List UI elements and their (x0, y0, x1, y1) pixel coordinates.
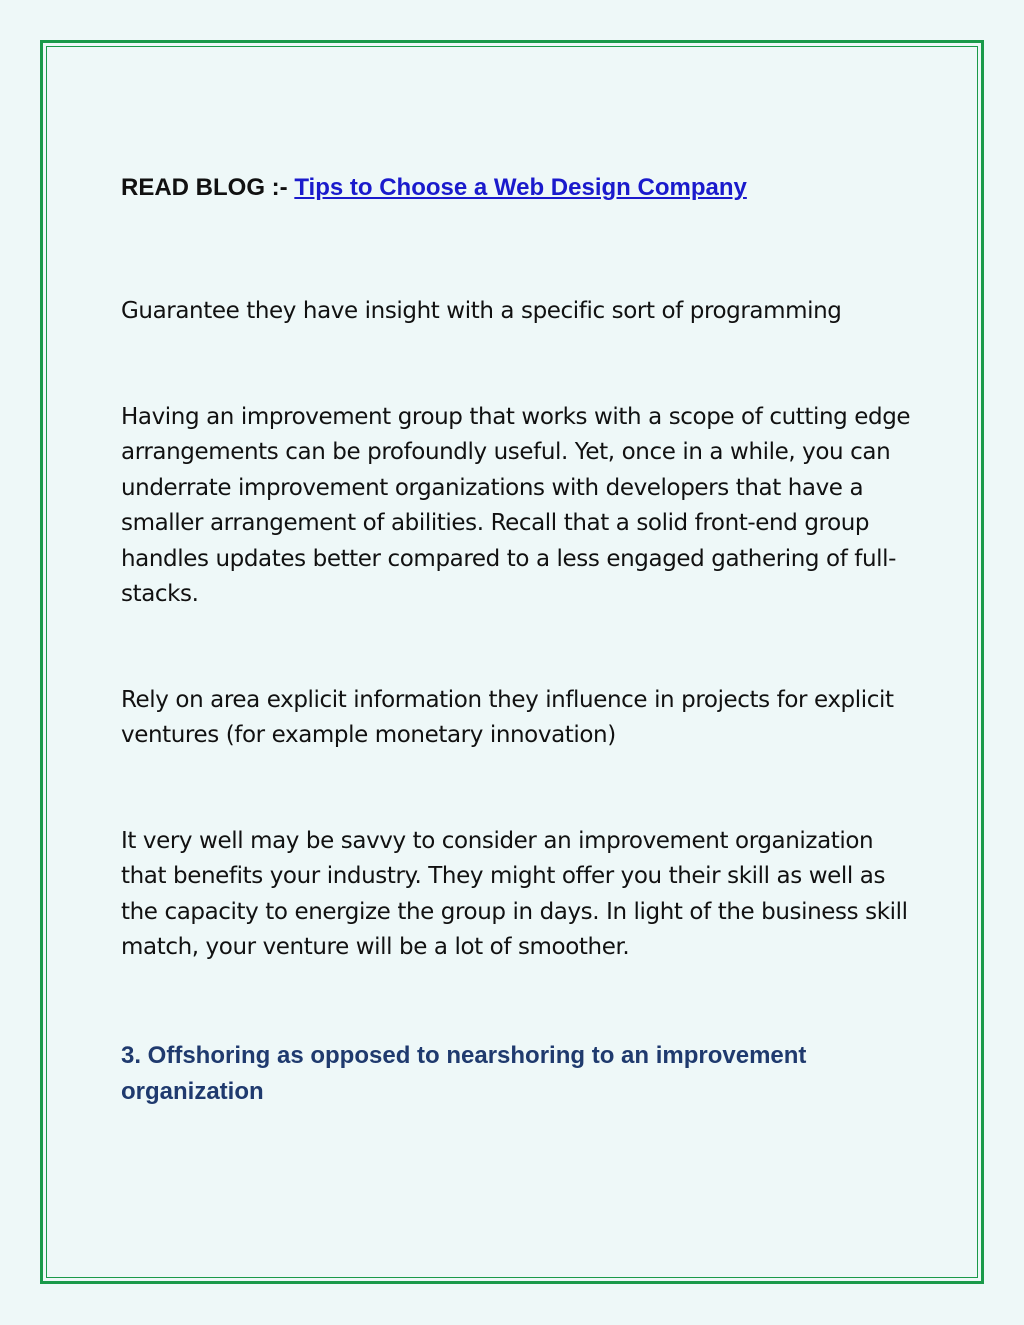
document-content (121, 170, 911, 1110)
section-heading: 3. Offshoring as opposed to nearshoring to an improvement organization (121, 1041, 807, 1105)
read-blog-prefix: READ BLOG :- (121, 174, 295, 201)
blog-link[interactable]: Tips to Choose a Web Design Company (294, 174, 747, 201)
paragraph-improvement-group: Having an improvement group that works with a scope of cutting edge arrangements can be profoundly useful. Yet, once in a while, you can underrate improvement organizations with developers that have a smaller arrangement of abilities. Recall that a solid front-end group handles updates better compared to a less engaged gathering of full-stacks. (121, 403, 911, 607)
paragraph-insight: Guarantee they have insight with a specific sort of programming (121, 298, 842, 324)
paragraph-area-explicit: Rely on area explicit information they influence in projects for explicit ventures (for example monetary innovation) (121, 686, 894, 748)
read-blog-line (121, 170, 911, 206)
paragraph-industry: It very well may be savvy to consider an improvement organization that benefits your industry. They might offer you their skill as well as the capacity to energize the group in days. In light of the business skill match, your venture will be a lot of smoother. (121, 827, 908, 960)
